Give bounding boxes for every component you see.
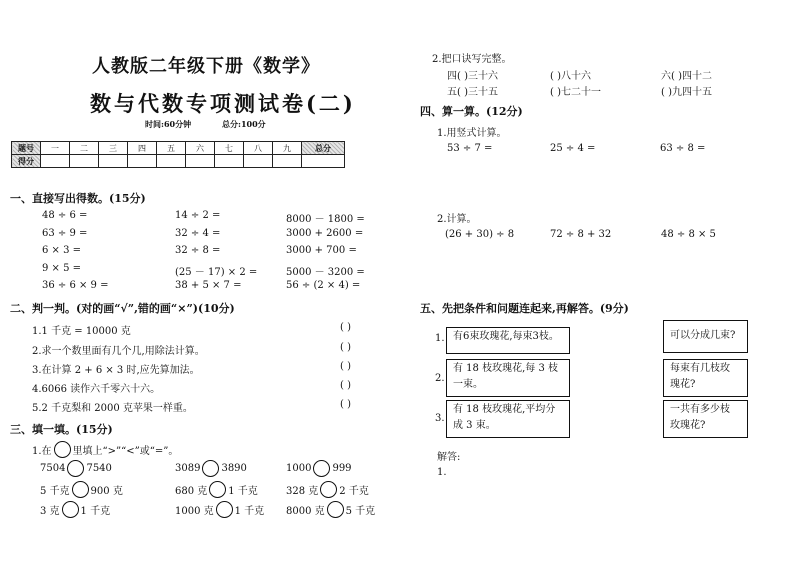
judge-answer-slot[interactable]: ( ): [340, 342, 351, 353]
calc-title: 2.计算。: [437, 214, 477, 225]
compare-item: 1000 克 1 千克: [175, 501, 264, 518]
compare-item: 680 克 1 千克: [175, 481, 258, 498]
score-cell: 六: [186, 142, 215, 155]
rhyme-item[interactable]: ( )八十六: [550, 71, 591, 82]
score-input-cell[interactable]: [186, 155, 215, 168]
condition-text: 有6束玫瑰花,每束3枝。: [453, 331, 559, 342]
judge-item: 3.在计算 2 + 6 × 3 时,应先算加法。: [32, 365, 200, 376]
rhyme-item[interactable]: ( )九四十五: [661, 87, 712, 98]
instruction-text: 1.在: [32, 446, 52, 457]
question-box[interactable]: [663, 359, 748, 397]
condition-text: 有 18 枝玫瑰花,平均分: [453, 404, 556, 415]
compare-item: 8000 克 5 千克: [286, 501, 375, 518]
condition-box[interactable]: [446, 359, 570, 397]
compare-item: 3 克 1 千克: [40, 501, 110, 518]
calc-item: 48 ÷ 8 × 5: [661, 229, 716, 240]
calc-item: 9 × 5 =: [42, 263, 82, 274]
rhyme-item[interactable]: ( )七二十一: [550, 87, 601, 98]
rhyme-item[interactable]: 五( )三十五: [447, 87, 498, 98]
judge-item: 1.1 千克 = 10000 克: [32, 326, 131, 337]
vertical-calc-title: 1.用竖式计算。: [437, 128, 507, 139]
condition-box[interactable]: [446, 327, 570, 354]
condition-box[interactable]: [446, 400, 570, 438]
judge-answer-slot[interactable]: ( ): [340, 380, 351, 391]
compare-item: 328 克 2 千克: [286, 481, 369, 498]
calc-item: 56 ÷ (2 × 4) =: [286, 280, 361, 291]
score-input-cell[interactable]: [99, 155, 128, 168]
instruction-text: 里填上“>”“<”或“=”。: [72, 446, 179, 457]
calc-item: 6 × 3 =: [42, 245, 82, 256]
calc-item: 32 ÷ 4 =: [175, 228, 221, 239]
section-2-title: 二、判一判。(对的画“√”,错的画“×”)(10分): [10, 302, 235, 315]
section-4-title: 四、算一算。(12分): [420, 105, 523, 118]
question-box[interactable]: [663, 400, 748, 438]
score-cell: 七: [215, 142, 244, 155]
question-text: 瑰花?: [670, 379, 696, 390]
page-subtitle: 数与代数专项测试卷(二): [90, 91, 356, 116]
question-text: 玫瑰花?: [670, 420, 706, 431]
calc-item: 48 ÷ 6 =: [42, 210, 88, 221]
condition-text: 成 3 束。: [453, 420, 496, 431]
judge-answer-slot[interactable]: ( ): [340, 399, 351, 410]
calc-item: 3000 + 2600 =: [286, 228, 364, 239]
rhyme-question-title: 2.把口诀写完整。: [432, 54, 512, 65]
score-input-cell[interactable]: [70, 155, 99, 168]
compare-instruction: [32, 441, 178, 458]
score-input-cell[interactable]: [302, 155, 345, 168]
rhyme-item[interactable]: 六( )四十二: [661, 71, 712, 82]
condition-number: 1.: [435, 333, 445, 344]
score-input-cell[interactable]: [128, 155, 157, 168]
score-input-cell[interactable]: [273, 155, 302, 168]
score-cell: 二: [70, 142, 99, 155]
compare-circle[interactable]: [72, 481, 89, 498]
score-cell: 三: [99, 142, 128, 155]
calc-item: 32 ÷ 8 =: [175, 245, 221, 256]
section-3-title: 三、填一填。(15分): [10, 423, 113, 436]
compare-circle[interactable]: [327, 501, 344, 518]
compare-circle[interactable]: [216, 501, 233, 518]
section-5-title: 五、先把条件和问题连起来,再解答。(9分): [420, 302, 629, 315]
calc-item: (26 + 30) ÷ 8: [445, 229, 515, 240]
compare-circle[interactable]: [209, 481, 226, 498]
score-cell: 一: [41, 142, 70, 155]
score-cell: 八: [244, 142, 273, 155]
score-cell: 五: [157, 142, 186, 155]
calc-item: 3000 + 700 =: [286, 245, 357, 256]
calc-item: 14 ÷ 2 =: [175, 210, 221, 221]
score-input-cell[interactable]: [244, 155, 273, 168]
condition-number: 2.: [435, 373, 445, 384]
score-cell: 四: [128, 142, 157, 155]
answer-number: 1.: [437, 467, 447, 478]
judge-item: 2.求一个数里面有几个几,用除法计算。: [32, 346, 205, 357]
calc-item: 36 ÷ 6 × 9 =: [42, 280, 109, 291]
rhyme-item[interactable]: 四( )三十六: [447, 71, 498, 82]
compare-item: 1000 999: [286, 460, 352, 477]
question-text: 每束有几枝玫: [670, 363, 730, 374]
time-label: 时间:60分钟: [145, 119, 192, 129]
score-cell: 九: [273, 142, 302, 155]
compare-item: 3089 3890: [175, 460, 247, 477]
judge-answer-slot[interactable]: ( ): [340, 361, 351, 372]
compare-item: 5 千克 900 克: [40, 481, 123, 498]
question-text: 一共有多少枝: [670, 404, 730, 415]
score-input-cell[interactable]: [157, 155, 186, 168]
question-text: 可以分成几束?: [670, 330, 736, 341]
score-input-cell[interactable]: [41, 155, 70, 168]
calc-item: 38 + 5 × 7 =: [175, 280, 242, 291]
score-table-header-row: [12, 142, 345, 155]
calc-item: 72 ÷ 8 + 32: [550, 229, 612, 240]
condition-number: 3.: [435, 413, 445, 424]
calc-item: 25 ÷ 4 =: [550, 143, 596, 154]
question-box[interactable]: [663, 320, 748, 353]
compare-circle[interactable]: [313, 460, 330, 477]
condition-text: 有 18 枝玫瑰花,每 3 枝: [453, 363, 558, 374]
blank-circle-icon: [54, 441, 71, 458]
section-1-title: 一、直接写出得数。(15分): [10, 192, 146, 205]
score-cell-total: 总分: [302, 142, 345, 155]
score-table: [11, 141, 345, 168]
calc-item: 8000 － 1800 =: [286, 214, 365, 225]
calc-item: 5000 － 3200 =: [286, 267, 365, 278]
condition-text: 一束。: [453, 379, 483, 390]
judge-item: 4.6066 读作六千零六十六。: [32, 384, 161, 395]
compare-circle[interactable]: [202, 460, 219, 477]
score-cell-label: 题号: [12, 142, 41, 155]
compare-circle[interactable]: [320, 481, 337, 498]
compare-item: 7504 7540: [40, 460, 112, 477]
compare-circle[interactable]: [62, 501, 79, 518]
compare-circle[interactable]: [67, 460, 84, 477]
judge-answer-slot[interactable]: ( ): [340, 322, 351, 333]
score-table-value-row: [12, 155, 345, 168]
answer-label: 解答:: [437, 452, 461, 463]
total-score-label: 总分:100分: [222, 119, 266, 129]
page-title: 人教版二年级下册《数学》: [92, 56, 320, 77]
judge-item: 5.2 千克梨和 2000 克苹果一样重。: [32, 403, 193, 414]
calc-item: 63 ÷ 8 =: [660, 143, 706, 154]
calc-item: 53 ÷ 7 =: [447, 143, 493, 154]
calc-item: 63 ÷ 9 =: [42, 228, 88, 239]
score-cell-label: 得分: [12, 155, 41, 168]
calc-item: (25 － 17) × 2 =: [175, 267, 258, 278]
score-input-cell[interactable]: [215, 155, 244, 168]
